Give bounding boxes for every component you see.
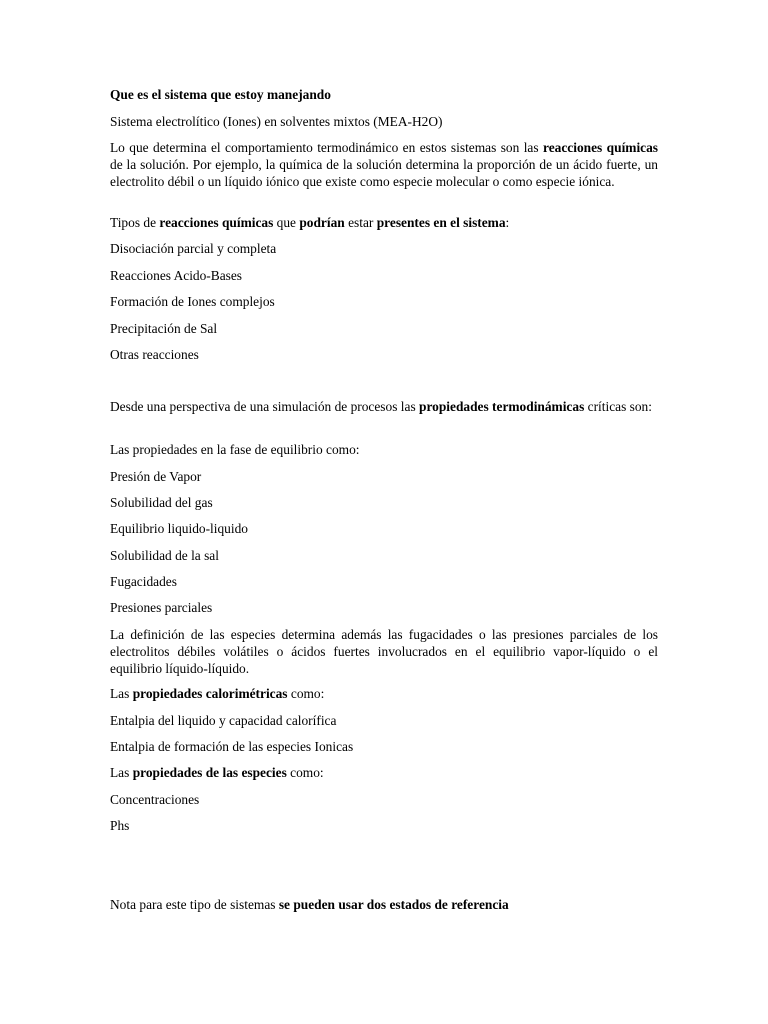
list-item: Presión de Vapor: [110, 469, 202, 484]
list-item: Disociación parcial y completa: [110, 241, 277, 256]
equilibrium-intro: Las propiedades en la fase de equilibrio como:: [110, 442, 360, 457]
intro-paragraph: Lo que determina el comportamiento termodinámico en estos sistemas son las reacciones químicas de la solución. Por ejemplo, la química de la solución determina la proporción de un ácido fuerte, un electrolito débil o un líquido iónico que existe como especie molecular o como especie iónica.: [110, 140, 659, 189]
reaction-types-line: Tipos de reacciones químicas que podrían estar presentes en el sistema:: [110, 215, 510, 230]
system-line: Sistema electrolítico (Iones) en solventes mixtos (MEA-H2O): [110, 114, 443, 129]
list-item: Solubilidad de la sal: [110, 548, 219, 563]
list-item: Precipitación de Sal: [110, 321, 218, 336]
species-definition-paragraph: La definición de las especies determina además las fugacidades o las presiones parciales de los electrolitos débiles volátiles o ácidos fuertes involucrados en el equilibrio vapor-líquido o el equilibrio líquido-líquido.: [110, 627, 658, 676]
list-item: Fugacidades: [110, 574, 177, 589]
list-item: Presiones parciales: [110, 600, 213, 615]
list-item: Equilibrio liquido-liquido: [110, 521, 248, 536]
list-item: Otras reacciones: [110, 347, 199, 362]
list-item: Phs: [110, 818, 130, 833]
simulation-paragraph: Desde una perspectiva de una simulación de procesos las propiedades termodinámicas críticas son:: [110, 399, 652, 414]
list-item: Entalpia de formación de las especies Ionicas: [110, 739, 354, 754]
note-line: Nota para este tipo de sistemas se pueden usar dos estados de referencia: [110, 897, 509, 912]
list-item: Entalpia del liquido y capacidad calorífica: [110, 713, 337, 728]
heading: Que es el sistema que estoy manejando: [110, 87, 331, 102]
calorimetric-line: Las propiedades calorimétricas como:: [110, 686, 325, 701]
list-item: Reacciones Acido-Bases: [110, 268, 243, 283]
list-item: Formación de Iones complejos: [110, 294, 275, 309]
list-item: Solubilidad del gas: [110, 495, 213, 510]
species-props-line: Las propiedades de las especies como:: [110, 765, 324, 780]
list-item: Concentraciones: [110, 792, 200, 807]
